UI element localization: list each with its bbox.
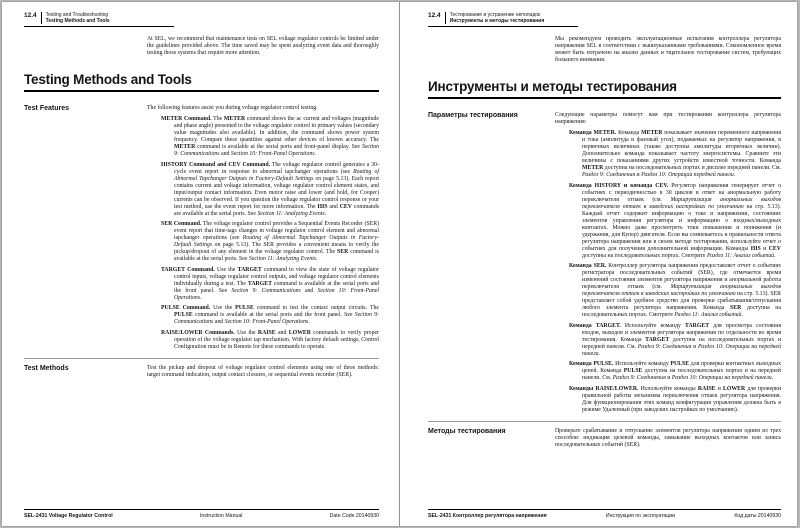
margin-column: [428, 428, 555, 436]
footer-manual-label: Инструкция по эксплуатации: [605, 513, 676, 519]
features-intro: Следующие параметры помогут вам при тестировании контроллера регулятора напряжения:: [555, 112, 781, 125]
command-paragraph-meter-ru: Команда METER. Команда METER показывает значения переменного напряжения и тока (амплитуда и фазовый угол), подаваемых на регулятор напряжения, в первичных величинах (также доступны амплитуды вторичных величин). Дополнительно команда показывает частоту энергосистемы. Сравните эти величины с показаниями других устройств известной точности. Команда METER доступна на последовательных портах и дисплее передней панели. См. Раздел 9: Соединения и Раздел 10: Операции передней панели.: [569, 130, 782, 178]
footer-product-name: SEL-2431 Контроллер регулятора напряжения: [428, 513, 547, 519]
test-parameters-section: [428, 112, 781, 417]
header-section-title: Testing Methods and Tools: [45, 18, 110, 25]
command-paragraph-meter: METER Command. The METER command shows the ac current and voltages (magnitude and phase angle) presented to the voltage regulator control in primary values (secondary value magnitudes also available). In addition, the command shows power system frequency. Compare these quantities against other devices of known accuracy. The METER command is available at the serial ports and front-panel display. See Section 9: Communications and Section 10: Front-Panel Operations.: [161, 116, 380, 157]
page-header: [24, 12, 379, 24]
page-right-russian: [400, 2, 797, 526]
title-rule: [428, 97, 781, 99]
page-header: [428, 12, 781, 24]
page-footer: [428, 509, 781, 519]
section-number: 12.4: [428, 12, 441, 19]
features-intro: The following features assist you during voltage regulator control testing.: [147, 105, 318, 111]
header-lines: [445, 12, 545, 24]
margin-label-test-features: Test Features: [24, 105, 69, 112]
page-title: Инструменты и методы тестирования: [428, 79, 677, 95]
section-divider: [24, 358, 379, 359]
page-left-english: [2, 2, 399, 526]
margin-column: [428, 112, 555, 120]
footer-row: [428, 513, 781, 519]
test-parameters-body: [555, 112, 781, 417]
section-divider: [428, 421, 781, 422]
command-paragraph-raise-lower: RAISE/LOWER Commands. Use the RAISE and LOWER commands to verify proper operation of the voltage regulator tap mechanism. With factory default settings, Control Configuration must be in Remote for these commands to operate.: [161, 329, 379, 350]
header-section-title: Инструменты и методы тестирования: [449, 18, 545, 25]
margin-label-test-methods-ru: Методы тестирования: [428, 428, 506, 435]
intro-paragraph: Мы рекомендуем проводить эксплуатационные испытания контроллера регулятора напряжения SEL в соответствии с вышеуказанными требованиями. Сэкономленное время может быть потрачено на анализ данных и тщательное тестирование систем, требующих большего внимания.: [555, 36, 781, 64]
footer-date-code: Код даты 20140930: [734, 513, 781, 519]
footer-product-name: SEL-2431 Voltage Regulator Control: [24, 513, 113, 519]
footer-manual-label: Instruction Manual: [199, 513, 243, 519]
page-title: Testing Methods and Tools: [24, 72, 192, 88]
margin-label-test-methods: Test Methods: [24, 365, 69, 372]
header-rule: [24, 26, 174, 27]
command-paragraph-target: TARGET Command. Use the TARGET command to view the state of voltage regulator control inputs, voltage regulator control outputs, and voltage regulator control elements individually during a test. The TARGET command is available at the serial ports and the front panel. See Section 9: Communications and Section 10: Front-Panel Operations.: [161, 266, 379, 301]
command-paragraph-pulse-ru: Команда PULSE. Используйте команду PULSE для проверки контактных выходных цепей. Команда PULSE доступна на последовательных портах и на передней панели. См. Раздел 9: Соединения и Раздел 10: Операции на передней панели.: [569, 361, 781, 381]
test-features-body: [147, 105, 379, 354]
command-paragraph-pulse: PULSE Command. Use the PULSE command to test the contact output circuits. The PULSE command is available at the serial ports and the front panel. See Section 9: Communications and Section 10: Front-Panel Operations.: [161, 305, 379, 325]
test-methods-body: [147, 365, 379, 379]
command-paragraph-raise-lower-ru: Команды RAISE/LOWER. Используйте команды RAISE и LOWER для проверки правильной работы механизма переключения отпаек регулятора напряжения. Для функционирования этих команд конфигурация управления должна быть в режиме Удаленный (при заводских настройках по умолчанию).: [569, 385, 781, 413]
command-paragraph-ser: SER Command. The voltage regulator control provides a Sequential Events Recorder (SER) event report that time-tags changes in voltage regulator control element and abnormal tapchanger operations (see Routing of Abnormal Tapchanger Outputs in Factory-Default Settings on page 5.13). The SER provides a convenient means to verify the pickup/dropout of any element in the voltage regulator control. The SER command is available at the serial ports. See Section 11: Analyzing Events.: [161, 221, 380, 262]
test-methods-section-ru: [428, 428, 781, 449]
header-chapter-title: Тестирование и устранение неполадок: [449, 12, 541, 18]
test-methods-section: [24, 365, 379, 379]
command-paragraph-history-cev: HISTORY Command and CEV Command. The voltage regulator control generates a 30-cycle event report in response to abnormal tapchanger operations (see Routing of Abnormal Tapchanger Outputs in Factory-Default Settings on page 5.13). Each report contains current and voltage information, voltage regulator control element states, and input/output contact information. Even motor raise and lower (and hold, for Cooper) currents can be observed. If you question the voltage regulator control response or your test method, use the event report for more information. The HIS and CEV commands are available at the serial ports. See Section 11: Analyzing Events.: [161, 161, 379, 217]
intro-paragraph: At SEL, we recommend that maintenance tests on SEL voltage regulator controls be limited under the guidelines provided above. The time saved may be spent analyzing event data and thoroughly testing those systems that require more attention.: [147, 36, 379, 57]
margin-column: [24, 365, 147, 373]
header-lines: [41, 12, 110, 24]
command-paragraph-target-ru: Команда TARGET. Используйте команду TARGET для просмотра состояния входов, выходов и элементов регулятора напряжения по отдельности во время тестирования. Команда TARGET доступна на последовательных портах и передней панели. См. Раздел 9: Соединения и Раздел 10: Операции на передней панели.: [569, 322, 782, 357]
test-features-section: [24, 105, 379, 354]
section-number: 12.4: [24, 12, 37, 19]
page-footer: [24, 509, 379, 519]
header-chapter-title: Testing and Troubleshooting: [45, 12, 109, 18]
test-methods-body-ru: [555, 428, 781, 449]
footer-rule: [24, 509, 379, 510]
footer-date-code: Date Code 20140930: [329, 513, 379, 519]
footer-rule: [428, 509, 781, 510]
methods-paragraph-ru: Проверьте срабатывание и отпускание элементов регулятора напряжения одним из трех способов: индикация целевой команды, замыкание выходных контактов или запись последовательных событий (SER).: [555, 428, 781, 448]
command-paragraph-history-cev-ru: Команда HISTORY и команда CEV. Регулятор напряжения генерирует отчет о событиях с периодичностью в 30 циклов в ответ на анормальную работу переключателя отпаек (см. Маршрутизация анормальных выходов переключателя отпаек в заводских настройках по умолчанию на стр. 5.13). Каждый отчет содержит информацию о токе и напряжении, состояниях элементов управления регулятора и информацию о входных/выходных контактах. Можно даже просмотреть токи повышения и понижения (и удержания, для Купер) двигателя. Если вы сомневаетесь в правильности ответа регулятора напряжения или в своем методе тестирования, используйте отчет о событиях для получения дополнительной информации. Команды HIS и CEV доступны на последовательных портах. Смотрите Раздел 11: Анализ событий.: [569, 182, 781, 259]
header-rule: [428, 26, 578, 27]
title-rule: [24, 90, 379, 92]
command-paragraph-ser-ru: Команда SER. Контроллер регулятора напряжения предоставляет отчет о событиях регистратора последовательных событий (SER), где отмечается время изменений состояния элементов регулятора напряжения и анормальной работы переключателя отпаек (см. Маршрутизация анормальных выходов переключателя отпаек в заводских настройках по умолчанию на стр. 5.13). SER представляет собой удобное средство для проверки срабатывания/отпускания любого элемента регулятора напряжения. Команда SER доступна на последовательных портах. Смотрите Раздел 11: Анализ событий.: [569, 263, 781, 318]
margin-column: [24, 105, 147, 113]
methods-paragraph: Test the pickup and dropout of voltage regulator control elements using one of three methods: target command indication, output contact closures, or sequential events recorder (SER).: [147, 365, 379, 378]
footer-row: [24, 513, 379, 519]
margin-label-test-parameters: Параметры тестирования: [428, 112, 518, 119]
